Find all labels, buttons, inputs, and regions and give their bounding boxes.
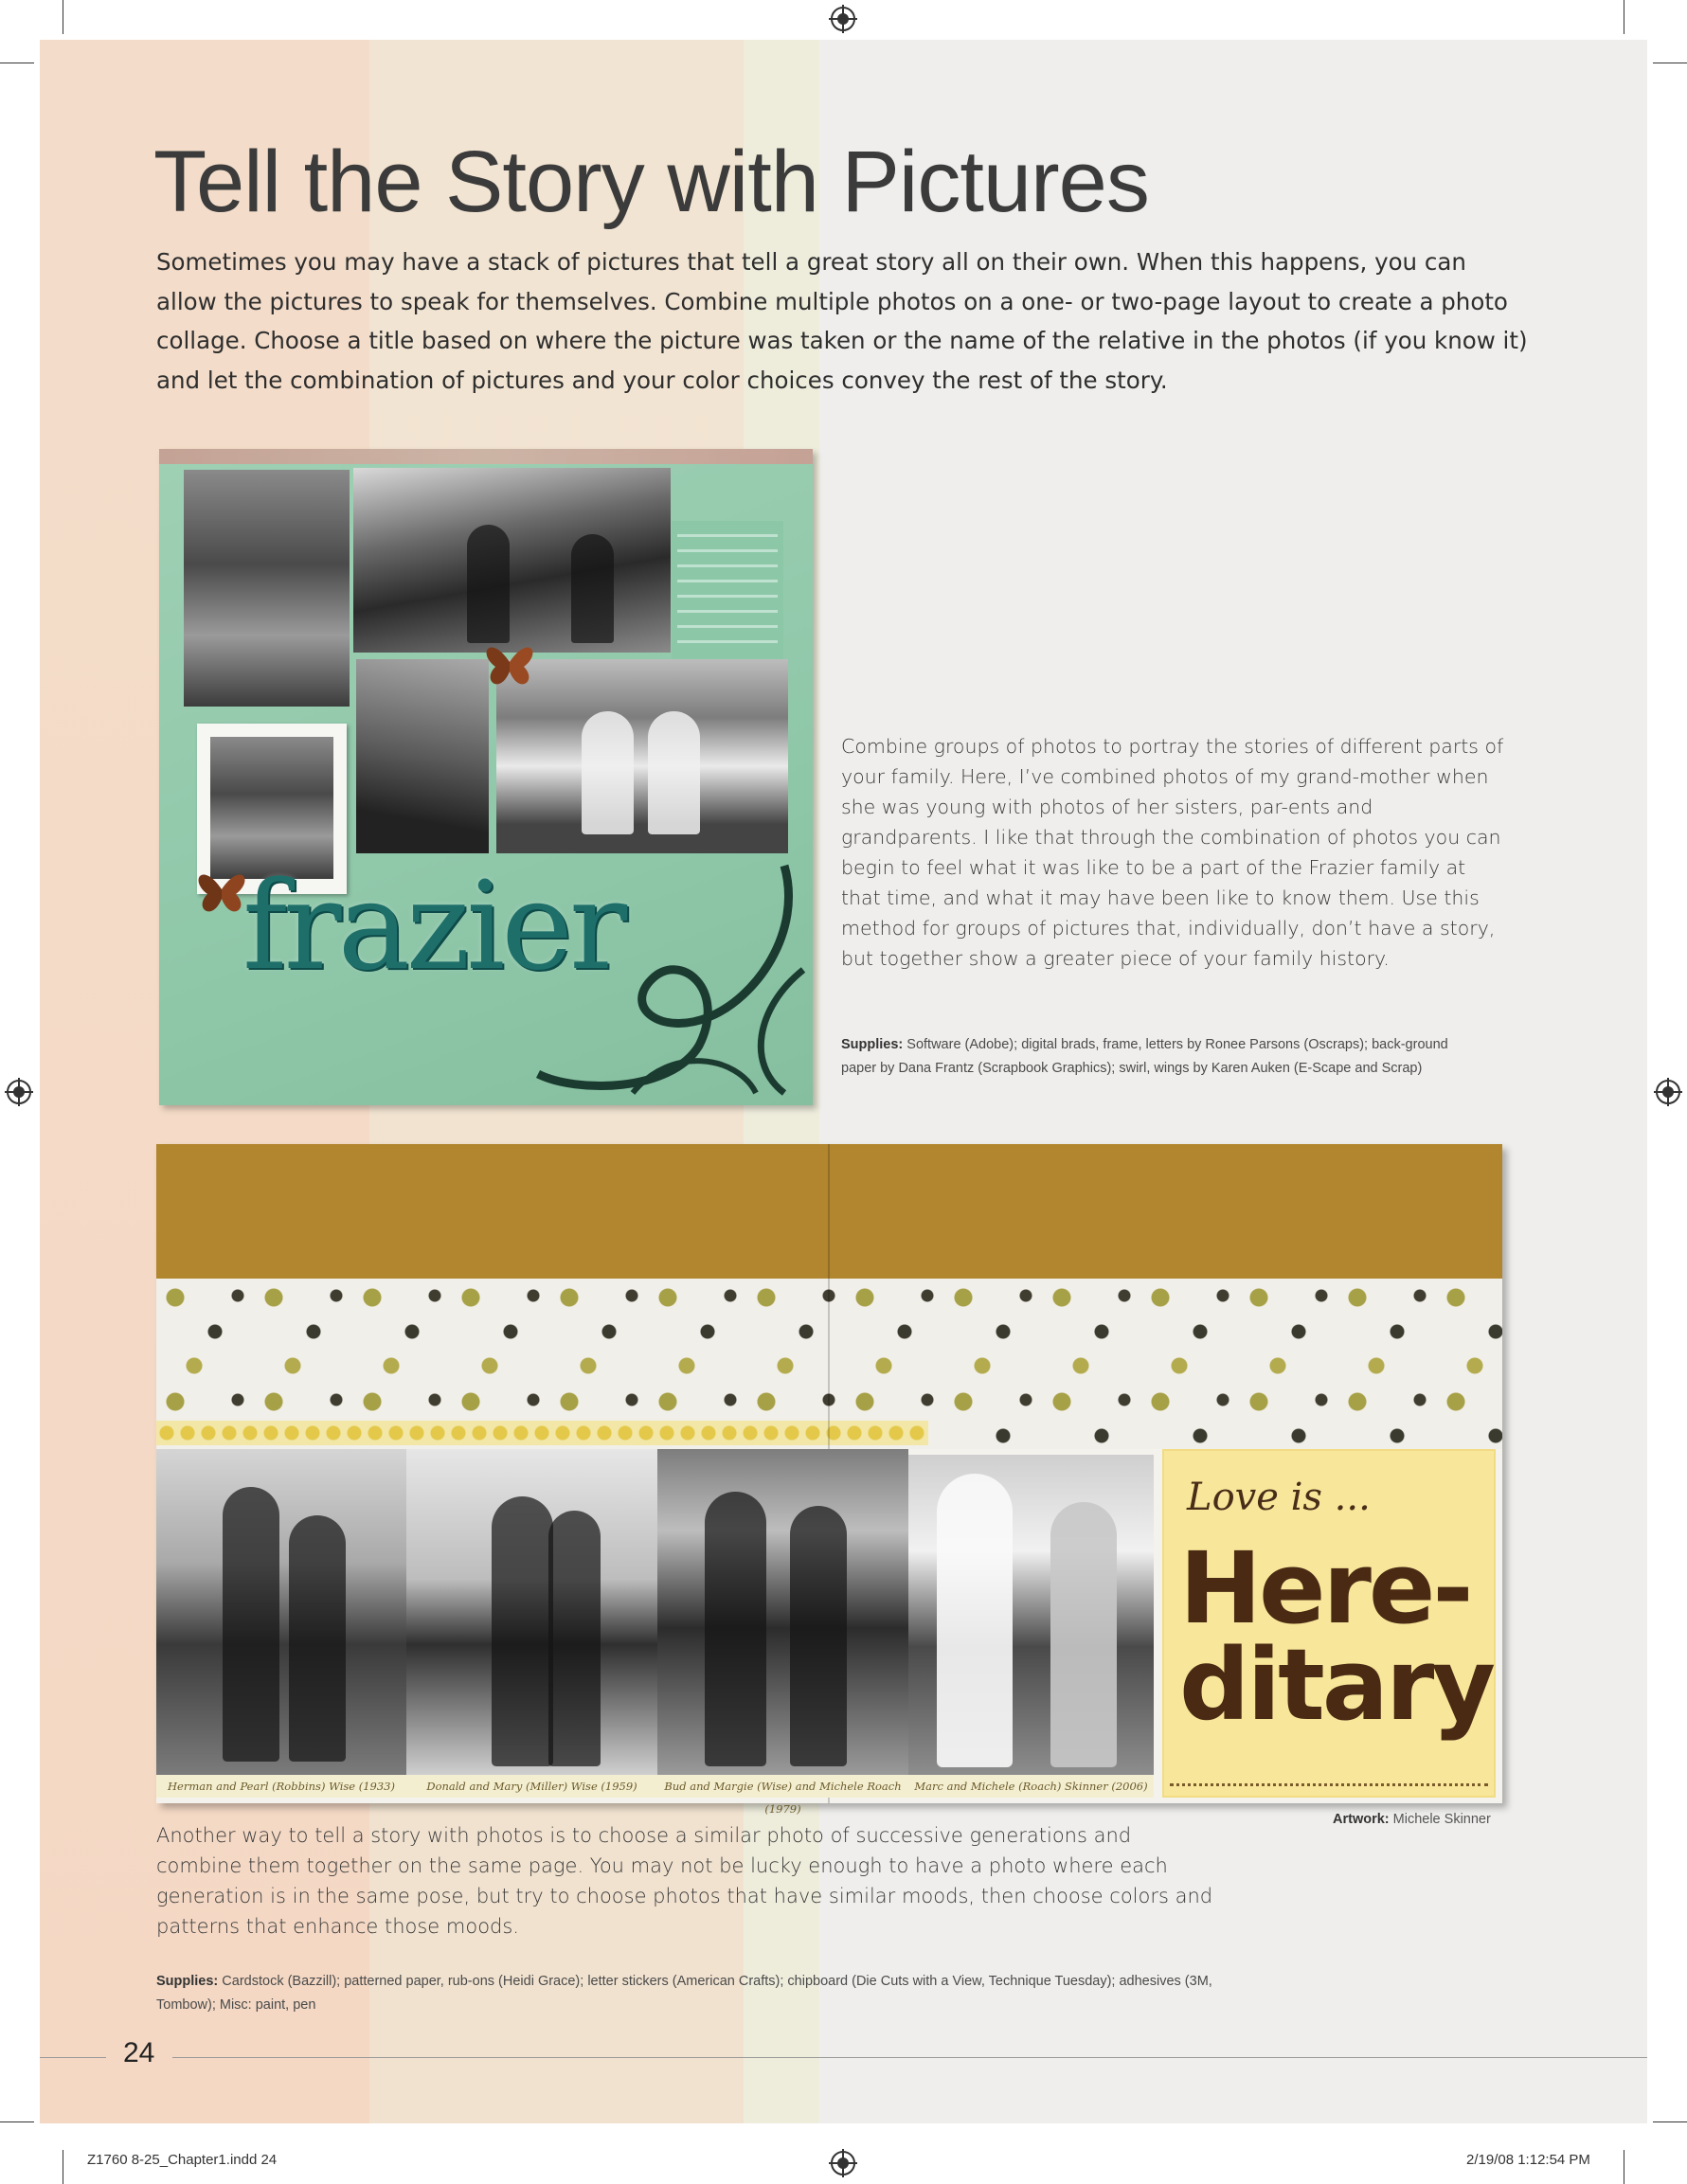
- journal-text-block: [672, 521, 783, 663]
- love-is-text: Love is ...: [1187, 1476, 1371, 1519]
- crop-mark: [1653, 2121, 1687, 2122]
- hereditary-line-1: Here-: [1179, 1531, 1471, 1646]
- slug-filename: Z1760 8-25_Chapter1.indd 24: [87, 2152, 278, 2168]
- pink-edge: [159, 449, 813, 464]
- figure: [648, 711, 700, 834]
- photo-caption: Bud and Margie (Wise) and Michele Roach (1979): [657, 1775, 908, 1798]
- folio-rule: [40, 2057, 106, 2058]
- generation-photo-1: [156, 1449, 406, 1775]
- photo-caption: Marc and Michele (Roach) Skinner (2006): [908, 1775, 1154, 1798]
- registration-mark-icon: [1656, 1080, 1680, 1104]
- figure: [582, 711, 634, 834]
- artwork-credit: [1333, 1812, 1491, 1827]
- photo-family-outdoors: [353, 468, 671, 653]
- folio-rule: [172, 2057, 1647, 2058]
- generation-photo-4: [908, 1455, 1154, 1775]
- supplies-label: Supplies:: [156, 1974, 219, 1989]
- figure: [467, 525, 510, 643]
- registration-mark-icon: [7, 1080, 31, 1104]
- hereditary-title: [1179, 1531, 1494, 1743]
- layout2-description: Another way to tell a story with photos is to choose a similar photo of successive generations and combine them together on the same page. You may not be lucky enough to have a photo where each generation is in the same pose, but try to choose photos that have similar moods, then choose colors and patterns that enhance those moods.: [156, 1824, 1213, 1938]
- butterfly-icon: [481, 629, 538, 695]
- photo-porch-children: [184, 470, 350, 707]
- flower-trim: [156, 1421, 928, 1445]
- photo-caption: Donald and Mary (Miller) Wise (1959): [406, 1775, 657, 1798]
- dotted-border: [1170, 1783, 1488, 1786]
- butterfly-icon: [193, 856, 250, 922]
- hereditary-line-2: ditary: [1179, 1627, 1494, 1743]
- page-number: 24: [123, 2037, 155, 2068]
- layout2-supplies: [156, 1970, 1217, 2017]
- figure: [571, 534, 614, 643]
- generation-photo-2: [406, 1449, 657, 1775]
- supplies-text: Cardstock (Bazzill); patterned paper, rub-ons (Heidi Grace); letter stickers (American Crafts); chipboard (Die Cuts with a View, Technique Tuesday); adhesives (3M, Tombow); Misc: paint, pen: [156, 1974, 1212, 2013]
- photo-two-girls: [356, 659, 489, 853]
- supplies-text: Software (Adobe); digital brads, frame, letters by Ronee Parsons (Oscraps); back-ground paper by Dana Frantz (Scrapbook Graphics); swirl, wings by Karen Auken (E-Scape and Scrap): [841, 1037, 1448, 1076]
- photo-caption: Herman and Pearl (Robbins) Wise (1933): [156, 1775, 406, 1798]
- registration-mark-icon: [831, 7, 855, 31]
- registration-mark-icon: [831, 2151, 855, 2175]
- love-is-card: [1162, 1449, 1496, 1798]
- hereditary-layout-image: [156, 1144, 1502, 1816]
- supplies-label: Supplies:: [841, 1037, 904, 1052]
- crop-mark: [0, 2121, 34, 2122]
- page-title: Tell the Story with Pictures: [153, 134, 1149, 230]
- frazier-title-lettering: frazier: [242, 856, 624, 997]
- layout1-supplies: [841, 1033, 1485, 1081]
- layout1-description: Combine groups of photos to portray the stories of different parts of your family. Here, I’ve combined photos of my grand-mother when she was young with photos of her sisters, par-ents and grandparents. I like that through the combination of photos you can begin to feel what it was like to be a part of the Frazier family at that time, and what it may have been like to know them. Use this method for groups of pictures that, individually, don’t have a story, but together show a greater piece of your family history.: [841, 735, 1504, 970]
- swirl-ornament: [519, 856, 813, 1105]
- artwork-label: Artwork:: [1333, 1812, 1390, 1827]
- photo-girls-in-bonnets: [496, 659, 788, 853]
- intro-paragraph: Sometimes you may have a stack of pictures that tell a great story all on their own. When this happens, you can allow the pictures to speak for themselves. Combine multiple photos on a one- or two-page layout to create a photo collage. Choose a title based on where the picture was taken or the name of the relative in the photos (if you know it) and let the combination of pictures and your color choices convey the rest of the story.: [156, 248, 1528, 394]
- frazier-layout-image: [159, 449, 813, 1105]
- slug-datetime: 2/19/08 1:12:54 PM: [1466, 2152, 1590, 2168]
- generation-photo-3: [657, 1449, 908, 1775]
- artwork-name: Michele Skinner: [1392, 1812, 1491, 1827]
